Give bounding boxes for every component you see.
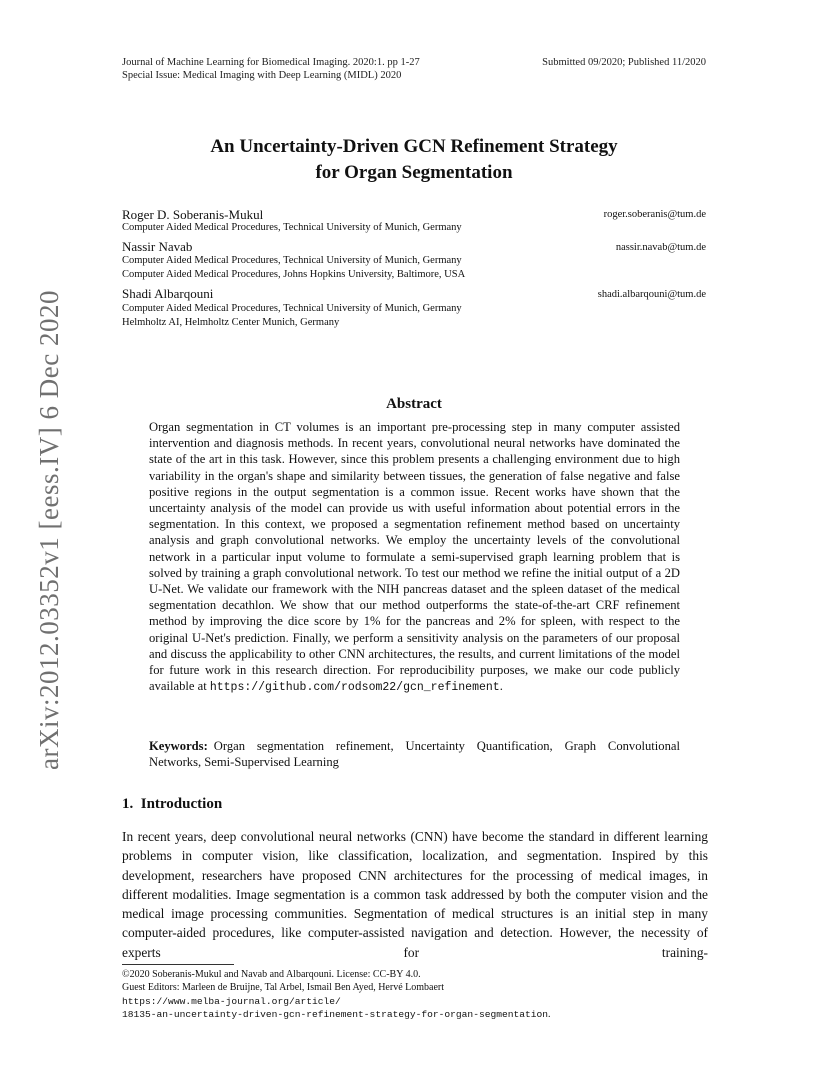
affiliation-line: Computer Aided Medical Procedures, Technical University of Munich, Germany (122, 303, 462, 314)
journal-header (122, 56, 420, 82)
abstract-heading: Abstract (386, 396, 442, 412)
code-url-link[interactable]: https://github.com/rodsom22/gcn_refinement (209, 681, 500, 695)
author-email-1[interactable]: roger.soberanis@tum.de (603, 209, 706, 220)
article-url-line-1[interactable]: https://www.melba-journal.org/article/ (122, 995, 341, 1007)
abstract-end: . (499, 679, 503, 694)
author-name-2: Nassir Navab (122, 239, 193, 254)
affiliation-line: Computer Aided Medical Procedures, Johns Hopkins University, Baltimore, USA (122, 268, 466, 280)
abstract-text (149, 419, 680, 696)
affiliation-line: Computer Aided Medical Procedures, Technical University of Munich, Germany (122, 222, 462, 233)
url-end: . (548, 1008, 551, 1020)
journal-line-1: Journal of Machine Learning for Biomedical Imaging. 2020:1. pp 1-27 (122, 57, 420, 68)
keywords (149, 738, 680, 770)
paper-title (0, 134, 828, 186)
author-affiliation-1 (122, 221, 462, 235)
author-affiliation-2 (122, 254, 465, 281)
title-line-2: for Organ Segmentation (315, 162, 513, 183)
article-url-line-2[interactable]: 18135-an-uncertainty-driven-gcn-refinement-strategy-for-organ-segmentation (122, 1008, 549, 1020)
author-email-3[interactable]: shadi.albarqouni@tum.de (597, 289, 706, 300)
title-line-1: An Uncertainty-Driven GCN Refinement Strategy (210, 136, 618, 157)
abstract-body-text: Organ segmentation in CT volumes is an important pre-processing step in many computer assisted intervention and diagnosis methods. In recent years, convolutional neural networks have dominated the state of the art in this task. However, since this problem presents a challenging environment due to high variability in the organ's shape and similarity between tissues, the generation of false negative and false positive regions in the output segmentation is a common issue. Recent works have shown that the uncertainty analysis of the model can provide us with useful information about potential errors in the segmentation. In this context, we proposed a segmentation refinement method based on uncertainty analysis and graph convolutional networks. We employ the uncertainty levels of the convolutional network in a particular input volume to formulate a semi-supervised graph learning problem that is solved by training a graph convolutional network. To test our method we refine the initial output of a 2D U-Net. We validate our framework with the NIH pancreas dataset and the spleen dataset of the medical segmentation decathlon. We show that our method outperforms the state-of-the-art CRF refinement method by improving the dice score by 1% for the pancreas and 2% for spleen, with respect to the original U-Net's prediction. Finally, we perform a sensitivity analysis on the parameters of our proposal and discuss the applicability to other CNN architectures, the results, and current limitations of the model for future work in this research direction. For reproducibility purposes, we make our code publicly available at (149, 420, 680, 694)
arxiv-stamp-text: arXiv:2012.03352v1 [eess.IV] 6 Dec 2020 (34, 290, 64, 770)
arxiv-stamp (8, 290, 68, 770)
affiliation-line: Computer Aided Medical Procedures, Technical University of Munich, Germany (122, 255, 462, 266)
footnote (122, 968, 712, 1021)
author-affiliation-3 (122, 302, 462, 329)
keywords-label: Keywords: (149, 739, 208, 753)
introduction-text: In recent years, deep convolutional neural networks (CNN) have become the standard in different learning problems in computer vision, like classification, localization, and segmentation. Inspired by this development, researchers have proposed CNN architectures for the processing of medical images, in different modalities. Image segmentation is a common task addressed by both the computer vision and the medical image processing communities. Segmentation of medical structures is an initial step in many computer-aided procedures, like computer-assisted navigation and detection. However, the necessity of experts for training- (122, 829, 708, 960)
keywords-text: Organ segmentation refinement, Uncertainty Quantification, Graph Convolutional Networks, Semi-Supervised Learning (149, 739, 680, 770)
author-email-2[interactable]: nassir.navab@tum.de (615, 242, 706, 253)
copyright-line: ©2020 Soberanis-Mukul and Navab and Albarqouni. License: CC-BY 4.0. (122, 969, 421, 980)
author-name-3: Shadi Albarqouni (122, 286, 214, 301)
guest-editors-line: Guest Editors: Marleen de Bruijne, Tal Arbel, Ismail Ben Ayed, Hervé Lombaert (122, 982, 445, 994)
section-heading-introduction: 1. Introduction (122, 796, 223, 812)
affiliation-line: Helmholtz AI, Helmholtz Center Munich, Germany (122, 316, 340, 328)
author-name-1: Roger D. Soberanis-Mukul (122, 207, 264, 222)
submission-dates: Submitted 09/2020; Published 11/2020 (542, 57, 706, 68)
journal-line-2: Special Issue: Medical Imaging with Deep Learning (MIDL) 2020 (122, 70, 402, 81)
footnote-rule (122, 964, 234, 965)
